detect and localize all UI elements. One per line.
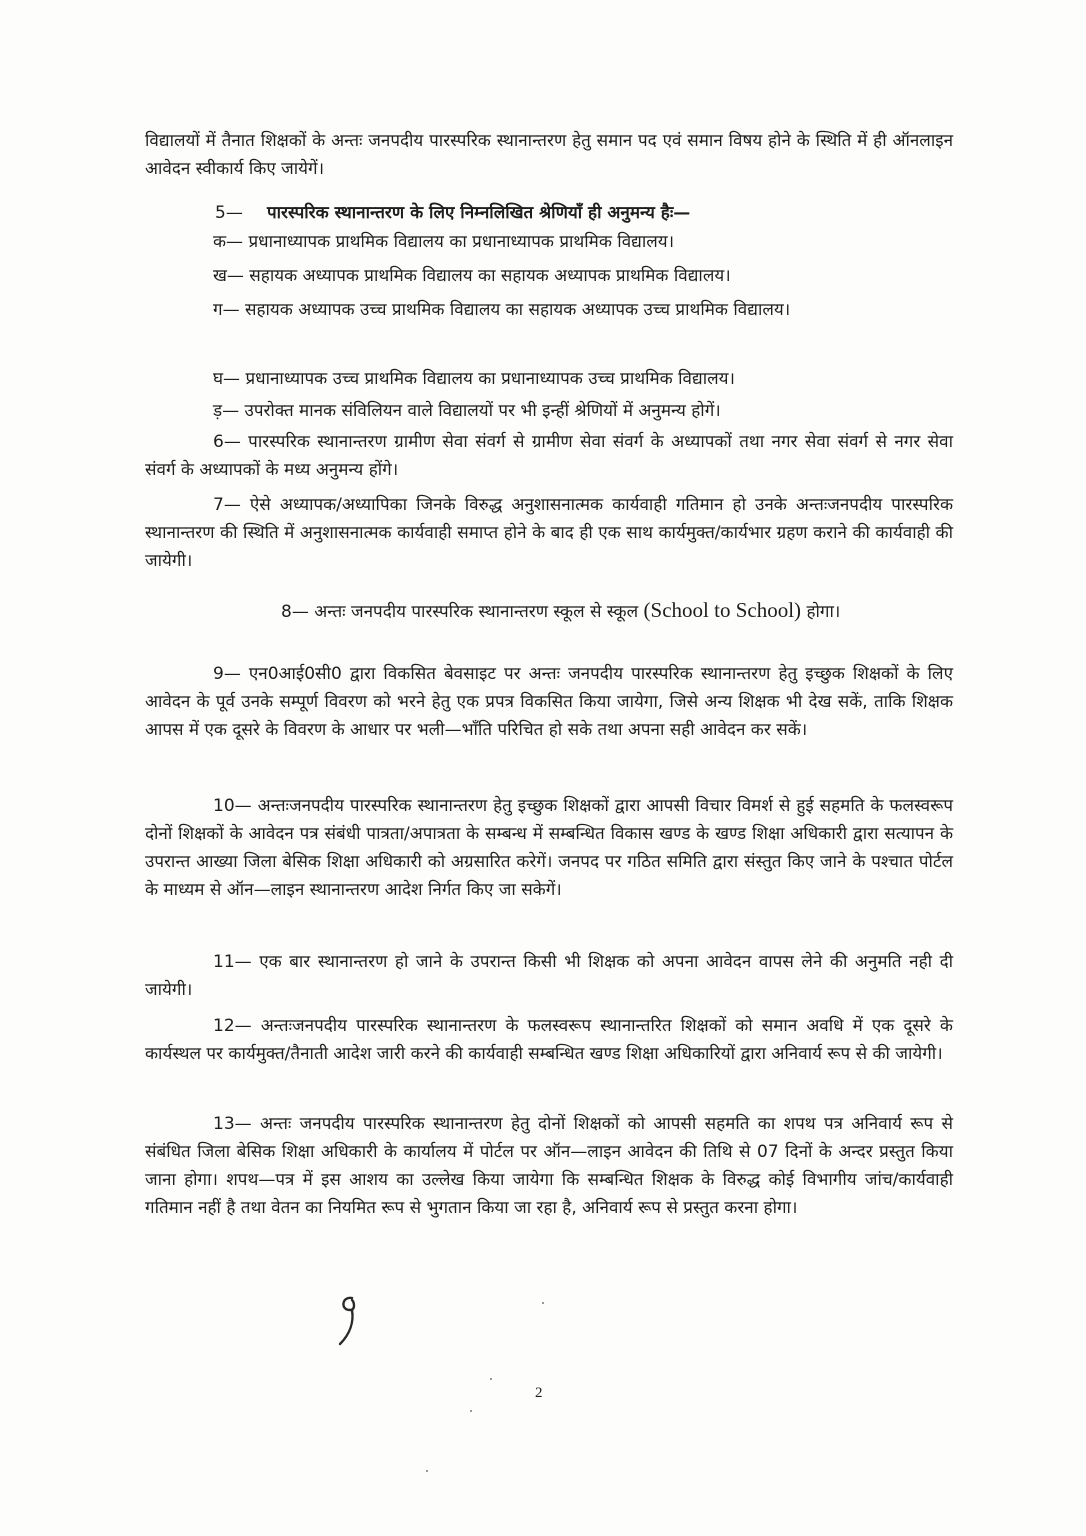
page-number: 2: [535, 1385, 543, 1401]
clause-8-latin-text: (School to School): [643, 598, 802, 622]
clause-5-number: 5—: [215, 203, 243, 223]
scan-speck: [426, 1470, 428, 1472]
clause-11-paragraph: 11— एक बार स्थानान्तरण हो जाने के उपरान्त किसी भी शिक्षक को अपना आवेदन वापस लेने की अनुमति नही दी जायेगी।: [145, 952, 953, 1000]
scan-speck: [470, 1410, 472, 1412]
signature-mark: [330, 1290, 370, 1350]
clause-9-paragraph: 9— एन0आई0सी0 द्वारा विकसित बेवसाइट पर अन्तः जनपदीय पारस्परिक स्थानान्तरण हेतु इच्छुक शिक्षकों के लिए आवेदन के पूर्व उनके सम्पूर्ण विवरण को भरने हेतु एक प्रपत्र विकसित किया जायेगा, जिसे अन्य शिक्षक भी देख सकें, ताकि शिक्षक आपस में एक दूसरे के विवरण के आधार पर भली—भाँति परिचित हो सके तथा अपना सही आवेदन कर सकें।: [145, 664, 953, 740]
clause-8-paragraph: [145, 596, 953, 626]
scan-speck: [490, 1378, 492, 1380]
intro-paragraph: विद्यालयों में तैनात शिक्षकों के अन्तः जनपदीय पारस्परिक स्थानान्तरण हेतु समान पद एवं समान विषय होने के स्थिति में ही ऑनलाइन आवेदन स्वीकार्य किए जायेगें।: [145, 131, 953, 179]
category-item-kha: ख— सहायक अध्यापक प्राथमिक विद्यालय का सहायक अध्यापक प्राथमिक विद्यालय।: [213, 266, 731, 286]
category-item-ga: ग— सहायक अध्यापक उच्च प्राथमिक विद्यालय का सहायक अध्यापक उच्च प्राथमिक विद्यालय।: [213, 300, 791, 320]
scan-speck: [542, 1302, 544, 1304]
clause-8-number: 8—: [281, 602, 309, 622]
category-item-gha: घ— प्रधानाध्यापक उच्च प्राथमिक विद्यालय का प्रधानाध्यापक उच्च प्राथमिक विद्यालय।: [213, 369, 735, 389]
clause-12-paragraph: 12— अन्तःजनपदीय पारस्परिक स्थानान्तरण के फलस्वरूप स्थानान्तरित शिक्षकों को समान अवधि में एक दूसरे के कार्यस्थल पर कार्यमुक्त/तैनाती आदेश जारी करने की कार्यवाही सम्बन्धित खण्ड शिक्षा अधिकारियों द्वारा अनिवार्य रूप से की जायेगी।: [145, 1016, 953, 1064]
category-item-nga: ड़— उपरोक्त मानक संविलियन वाले विद्यालयों पर भी इन्हीं श्रेणियों में अनुमन्य होगें।: [213, 401, 721, 421]
clause-8-end: होगा।: [806, 602, 841, 622]
clause-10-paragraph: 10— अन्तःजनपदीय पारस्परिक स्थानान्तरण हेतु इच्छुक शिक्षकों द्वारा आपसी विचार विमर्श से हुई सहमति के फलस्वरूप दोनों शिक्षकों के आवेदन पत्र संबंधी पात्रता/अपात्रता के सम्बन्ध में सम्बन्धित विकास खण्ड के खण्ड शिक्षा अधिकारी द्वारा सत्यापन के उपरान्त आख्या जिला बेसिक शिक्षा अधिकारी को अग्रसारित करेगें। जनपद पर गठित समिति द्वारा संस्तुत किए जाने के पश्चात पोर्टल के माध्यम से ऑन—लाइन स्थानान्तरण आदेश निर्गत किए जा सकेगें।: [145, 796, 953, 900]
clause-6-paragraph: 6— पारस्परिक स्थानान्तरण ग्रामीण सेवा संवर्ग से ग्रामीण सेवा संवर्ग के अध्यापकों तथा नगर सेवा संवर्ग से नगर सेवा संवर्ग के अध्यापकों के मध्य अनुमन्य होंगे।: [145, 432, 953, 480]
clause-5-heading: [215, 199, 953, 227]
clause-7-paragraph: 7— ऐसे अध्यापक/अध्यापिका जिनके विरुद्ध अनुशासनात्मक कार्यवाही गतिमान हो उनके अन्तःजनपदीय पारस्परिक स्थानान्तरण की स्थिति में अनुशासनात्मक कार्यवाही समाप्त होने के बाद ही एक साथ कार्यमुक्त/कार्यभार ग्रहण कराने की कार्यवाही की जायेगी।: [145, 495, 953, 571]
category-item-ka: क— प्रधानाध्यापक प्राथमिक विद्यालय का प्रधानाध्यापक प्राथमिक विद्यालय।: [213, 232, 675, 252]
clause-13-paragraph: 13— अन्तः जनपदीय पारस्परिक स्थानान्तरण हेतु दोनों शिक्षकों को आपसी सहमति का शपथ पत्र अनिवार्य रूप से संबंधित जिला बेसिक शिक्षा अधिकारी के कार्यालय में पोर्टल पर ऑन—लाइन आवेदन की तिथि से 07 दिनों के अन्दर प्रस्तुत किया जाना होगा। शपथ—पत्र में इस आशय का उल्लेख किया जायेगा कि सम्बन्धित शिक्षक के विरुद्ध कोई विभागीय जांच/कार्यवाही गतिमान नहीं है तथा वेतन का नियमित रूप से भुगतान किया जा रहा है, अनिवार्य रूप से प्रस्तुत करना होगा।: [145, 1114, 953, 1218]
clause-5-heading-text: पारस्परिक स्थानान्तरण के लिए निम्नलिखित श्रेणियाँ ही अनुमन्य हैः—: [267, 203, 691, 223]
clause-8-text: अन्तः जनपदीय पारस्परिक स्थानान्तरण स्कूल से स्कूल: [314, 602, 639, 622]
